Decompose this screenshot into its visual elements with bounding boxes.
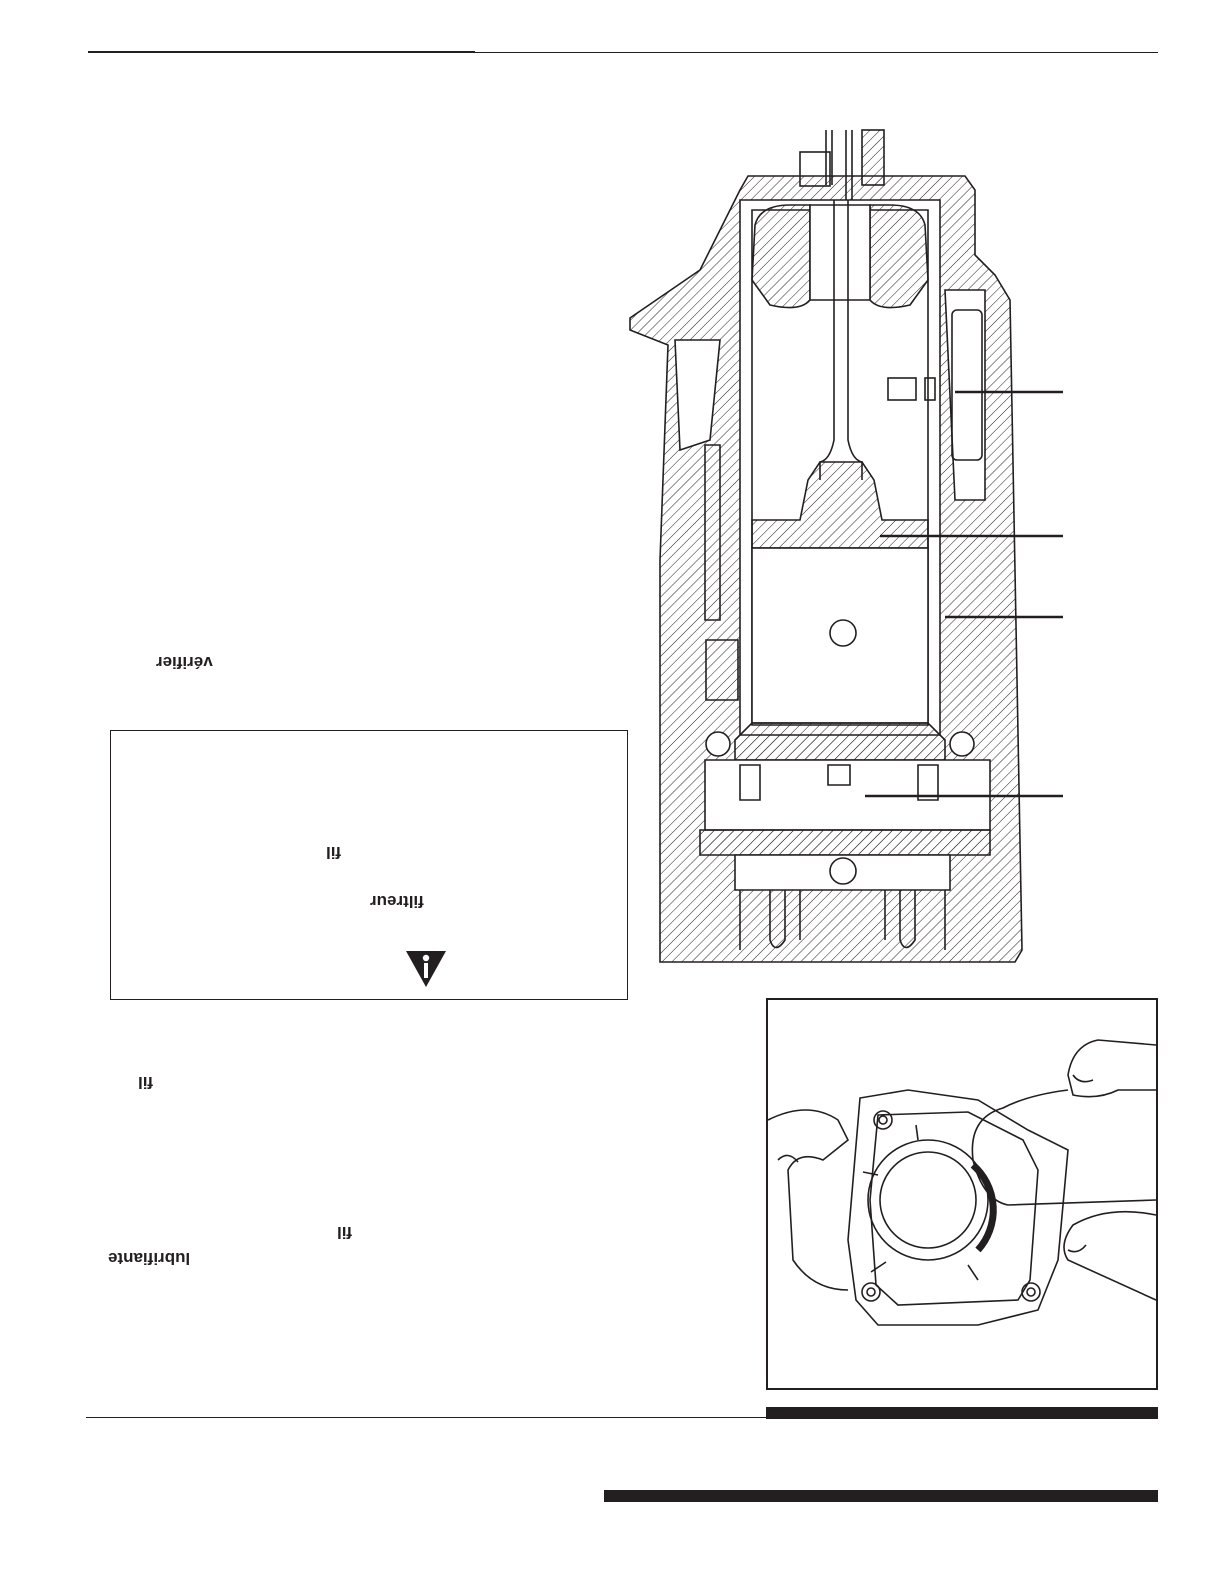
word-fil-2: fil <box>138 1073 154 1092</box>
hands-installing-ring-illustration <box>768 1000 1156 1388</box>
photo-figure <box>766 998 1158 1390</box>
word-fil-1: fil <box>326 843 342 862</box>
word-lubrifiante: lubrifiante <box>108 1249 191 1268</box>
word-verifier: vérifier <box>156 653 213 672</box>
word-filtreur: filtreur <box>370 892 424 911</box>
word-fil-3: fil <box>337 1223 353 1242</box>
